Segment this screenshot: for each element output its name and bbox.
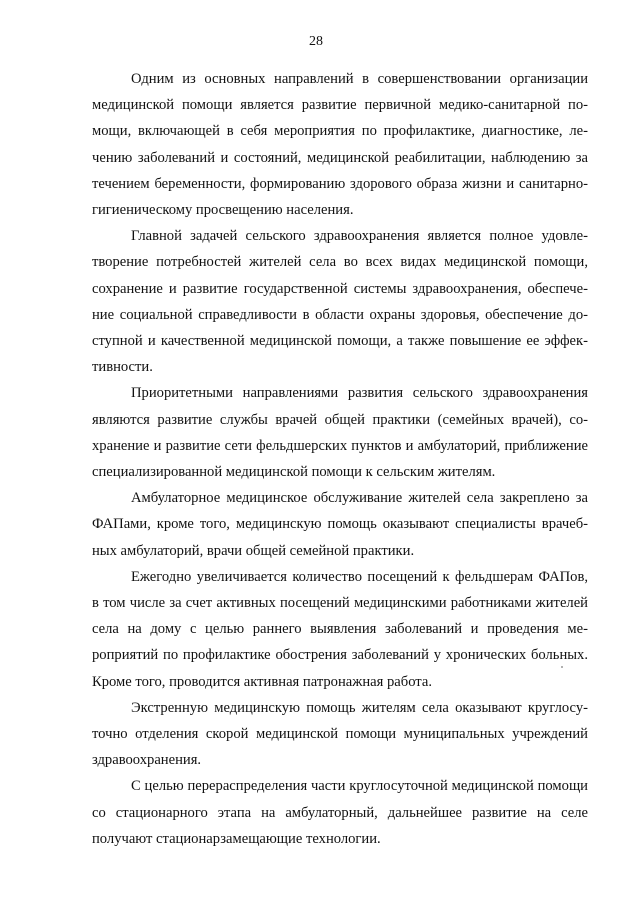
paragraph: С целью перераспределения части круглосуточной медицинской помощи со стационарного этапа на амбулаторный, дальнейшее развитие на селе получают стационарзамещающие технологии. bbox=[92, 778, 588, 847]
paragraph: Ежегодно увеличивается количество посещений к фельдшерам ФАПов, в том числе за счет активных посещений медицинскими работниками жителей села на дому с целью раннего выявления заболеваний и проведения мероприятий по профилактике обострения заболеваний у хронических больных. Кроме того, проводится активная патронажная работа. bbox=[92, 568, 588, 690]
paragraph: Амбулаторное медицинское обслуживание жителей села закреплено за ФАПами, кроме того, медицинскую помощь оказывают специалисты врачебных амбулаторий, врачи общей семейной практики. bbox=[92, 490, 588, 559]
paragraph: Одним из основных направлений в совершенствовании организации медицинской помощи является развитие первичной медико-санитарной помощи, включающей в себя мероприятия по профилактике, диагностике, лечению заболеваний и состояний, медицинской реабилитации, наблюдению за течением беременности, формированию здорового образа жизни и санитарно-гигиеническому просвещению населения. bbox=[92, 71, 588, 219]
paragraph: Главной задачей сельского здравоохранения является полное удовлетворение потребностей жителей села во всех видах медицинской помощи, сохранение и развитие государственной системы здравоохранения, обеспечение социальной справедливости в области охраны здоровья, обеспечение доступной и качественной медицинской помощи, а также повышение ее эффективности. bbox=[92, 228, 588, 376]
body-text bbox=[92, 66, 588, 852]
paragraph: Приоритетными направлениями развития сельского здравоохранения являются развитие службы врачей общей практики (семейных врачей), сохранение и развитие сети фельдшерских пунктов и амбулаторий, приближение специализированной медицинской помощи к сельским жителям. bbox=[92, 385, 588, 481]
paragraph: Экстренную медицинскую помощь жителям села оказывают круглосуточно отделения скорой медицинской помощи муниципальных учреждений здравоохранения. bbox=[92, 699, 588, 769]
page-number: 28 bbox=[309, 34, 323, 49]
scan-speck bbox=[561, 666, 563, 668]
